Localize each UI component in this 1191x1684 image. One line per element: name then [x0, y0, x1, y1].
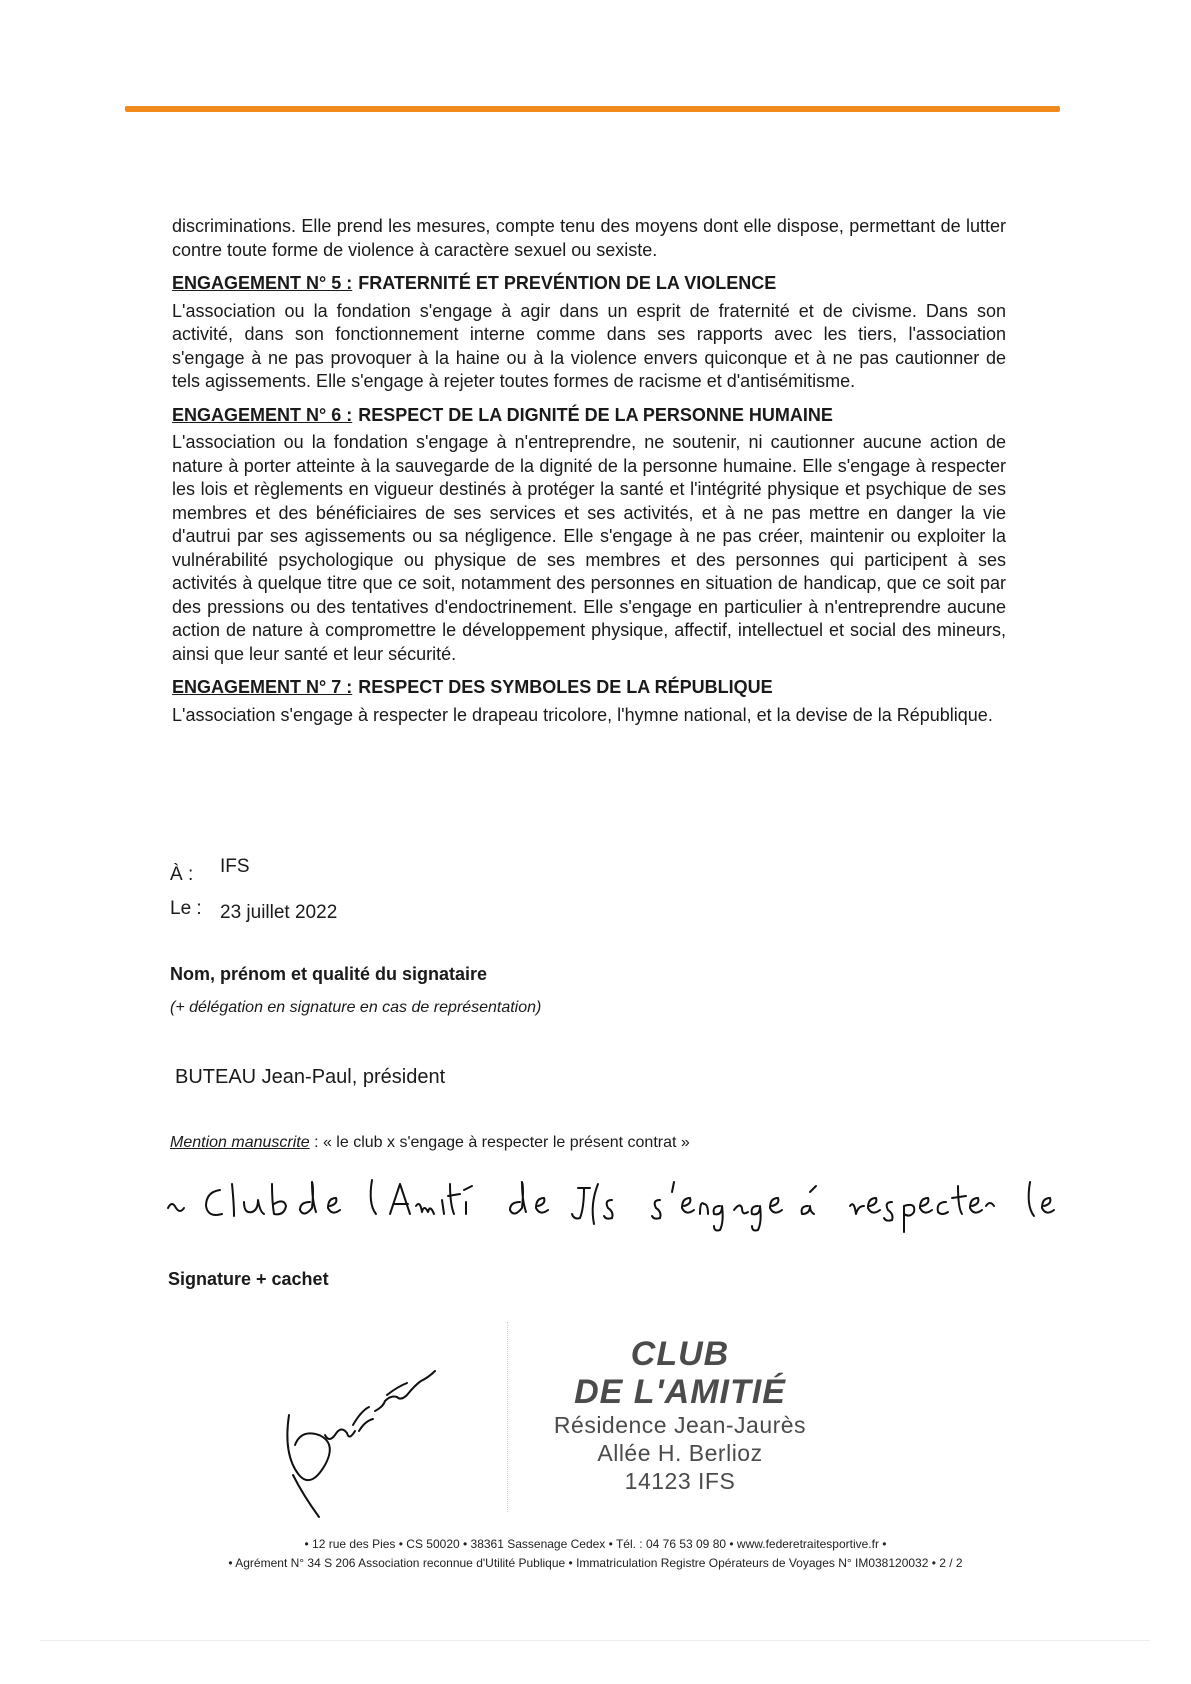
footer-line-1: • 12 rue des Pies • CS 50020 • 38361 Sassenage Cedex • Tél. : 04 76 53 09 80 • www.federetraitesportive.fr • [304, 1537, 887, 1551]
engagement-7-text: L'association s'engage à respecter le drapeau tricolore, l'hymne national, et la devise de la République. [172, 704, 993, 725]
engagement-6-number: ENGAGEMENT N° 6 : [172, 404, 353, 425]
engagement-5-text: L'association ou la fondation s'engage à agir dans un esprit de fraternité et de civisme. Dans son activité, dans son fonctionnement interne comme dans ses rapports avec les tiers, l'association s'engage à ne pas provoquer à la haine ou à la violence envers quiconque et à ne pas cautionner de tels agissements. Elle s'engage à rejeter toutes formes de racisme et d'antisémitisme. [172, 300, 1006, 391]
signatory-note: (+ délégation en signature en cas de représentation) [170, 999, 542, 1016]
engagement-6-text: L'association ou la fondation s'engage à n'entreprendre, ne soutenir, ni cautionner aucune action de nature à porter atteinte à la sauvegarde de la dignité de la personne humaine. Elle s'engage à respecter les lois et règlements en vigueur destinés à protéger la santé et l'intégrité physique et psychique de ses membres et des bénéficiaires de ses services et ses activités, et à ne pas mettre en danger la vie d'autrui par ses agissements ou sa négligence. Elle s'engage à ne pas créer, maintenir ou exploiter la vulnérabilité psychologique ou physique de ses membres et des personnes qui participent à ses activités à quelque titre que ce soit, notamment des personnes en situation de handicap, que ce soit par des pressions ou des tentatives d'endoctrinement. Elle s'engage en particulier à n'entreprendre aucune action de nature à compromettre le développement physique, affectif, intellectuel et social des mineurs, ainsi que leur santé et leur sécurité. [172, 432, 1006, 664]
page-bottom-rule [40, 1640, 1150, 1641]
engagement-6-title: RESPECT DE LA DIGNITÉ DE LA PERSONNE HUMAINE [358, 404, 833, 425]
signature-label: Signature + cachet [168, 1269, 329, 1289]
handwritten-signature [275, 1335, 445, 1525]
stamp-line-1: CLUB [630, 1335, 730, 1373]
engagement-5-title: FRATERNITÉ ET PREVÉNTION DE LA VIOLENCE [358, 273, 777, 293]
engagement-5-heading [172, 272, 1006, 296]
mention-text: : « le club x s'engage à respecter le présent contrat » [309, 1134, 690, 1151]
header-accent-bar [125, 106, 1060, 112]
stamp-line-5: 14123 IFS [624, 1468, 736, 1494]
engagement-7-number: ENGAGEMENT N° 7 : [172, 677, 353, 697]
footer-line-2: • Agrément N° 34 S 206 Association reconnue d'Utilité Publique • Immatriculation Registre Opérateurs de Voyages N° IM038120032 • 2 / 2 [228, 1556, 963, 1570]
date-value: 23 juillet 2022 [220, 902, 338, 923]
signature-divider [507, 1322, 508, 1512]
document-body [172, 215, 1006, 727]
engagement-5-number: ENGAGEMENT N° 5 : [172, 273, 353, 293]
mention-label: Mention manuscrite [170, 1134, 310, 1151]
mention-line [170, 1134, 690, 1152]
place-value: IFS [220, 856, 250, 877]
stamp-line-2: DE L'AMITIÉ [574, 1373, 786, 1411]
engagement-7-heading [172, 676, 1006, 700]
handwritten-mention [160, 1166, 1120, 1236]
date-label: Le : [170, 898, 202, 919]
stamp-line-3: Résidence Jean-Jaurès [553, 1412, 807, 1438]
place-label: À : [170, 864, 194, 885]
signatory-name: BUTEAU Jean-Paul, président [175, 1066, 446, 1088]
engagement-6-heading [172, 404, 1006, 428]
association-stamp [540, 1335, 820, 1495]
signatory-title: Nom, prénom et qualité du signataire [170, 964, 488, 984]
intro-paragraph: discriminations. Elle prend les mesures, compte tenu des moyens dont elle dispose, permettant de lutter contre toute forme de violence à caractère sexuel ou sexiste. [172, 216, 1006, 260]
stamp-line-4: Allée H. Berlioz [597, 1440, 763, 1466]
engagement-7-title: RESPECT DES SYMBOLES DE LA RÉPUBLIQUE [358, 677, 773, 697]
